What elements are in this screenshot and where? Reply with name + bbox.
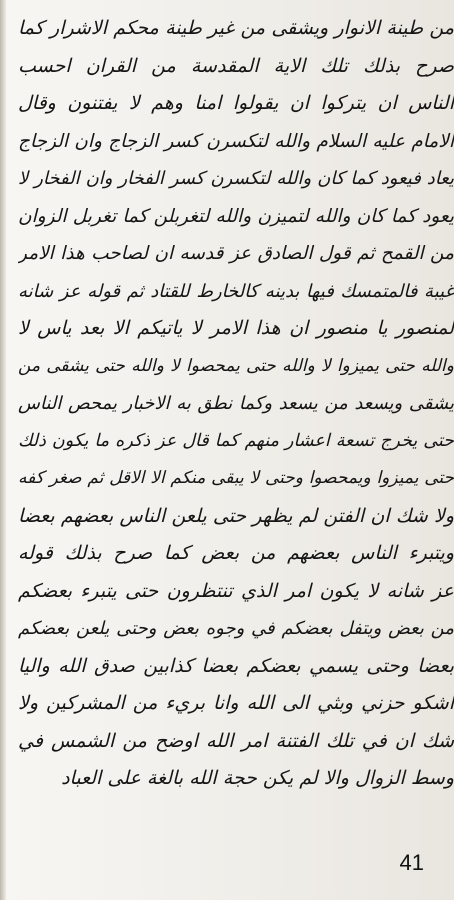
text-line-14: ولا شك ان الفتن لم يظهر حتى يلعن الناس بعضهم بعضا bbox=[18, 504, 454, 527]
text-line-16: عز شانه لا يكون امر الذي تنتظرون حتى يتبرء بعضكم bbox=[18, 579, 454, 602]
text-line-10: والله حتى يميزوا لا والله حتى يمحصوا لا والله حتى يشقى من bbox=[18, 355, 454, 376]
text-line-15: ويتبرء الناس بعضهم من بعض كما صرح بذلك قوله bbox=[18, 542, 454, 564]
text-line-8: غيبة فالمتمسك فيها بدينه كالخارط للقتاد ثم قوله عز شانه bbox=[18, 280, 454, 302]
text-line-20: شك ان في تلك الفتنة امر الله اوضح من الشمس في bbox=[18, 729, 454, 752]
text-line-17: من بعض ويتفل بعضكم في وجوه بعض وحتى يلعن بعضكم bbox=[18, 618, 454, 639]
text-line-13: حتى يميزوا ويمحصوا وحتى لا يبقى منكم الا الاقل ثم صغر كفه bbox=[18, 468, 454, 488]
text-line-5: يعاد فيعود كما كان والله لتكسرن كسر الفخار وان الفخار لا bbox=[18, 168, 454, 189]
text-line-7: من القمح ثم قول الصادق عز قدسه ان لصاحب هذا الامر bbox=[18, 243, 454, 264]
text-line-21: وسط الزوال والا لم يكن حجة الله بالغة على العباد bbox=[61, 767, 454, 789]
text-line-3: الناس ان يتركوا ان يقولوا امنا وهم لا يفتنون وقال bbox=[18, 92, 454, 114]
text-line-12: حتى يخرج تسعة اعشار منهم كما قال عز ذكره ما يكون ذلك bbox=[18, 430, 454, 451]
page-number: 41 bbox=[399, 850, 424, 875]
manuscript-text-block bbox=[18, 10, 454, 798]
text-line-6: يعود كما كان والله لتميزن والله لتغربلن كما تغربل الزوان bbox=[18, 205, 454, 227]
text-line-9: لمنصور يا منصور ان هذا الامر لا ياتيكم الا بعد ياس لا bbox=[18, 317, 454, 339]
text-line-2: صرح بذلك تلك الاية المقدسة من القران احسب bbox=[18, 54, 454, 77]
book-spine-shadow bbox=[0, 0, 6, 900]
text-line-1: من طينة الانوار ويشقى من غير طينة محكم الاشرار كما bbox=[18, 17, 454, 39]
text-line-19: اشكو حزني وبثي الى الله وانا بريء من المشركين ولا bbox=[18, 692, 454, 714]
text-line-11: يشقى ويسعد من يسعد وكما نطق به الاخبار يمحص الناس bbox=[18, 393, 454, 414]
text-line-18: بعضا وحتى يسمي بعضكم بعضا كذابين صدق الله واليا bbox=[18, 654, 454, 677]
text-line-4: الامام عليه السلام والله لتكسرن كسر الزجاج وان الزجاج bbox=[18, 130, 454, 152]
